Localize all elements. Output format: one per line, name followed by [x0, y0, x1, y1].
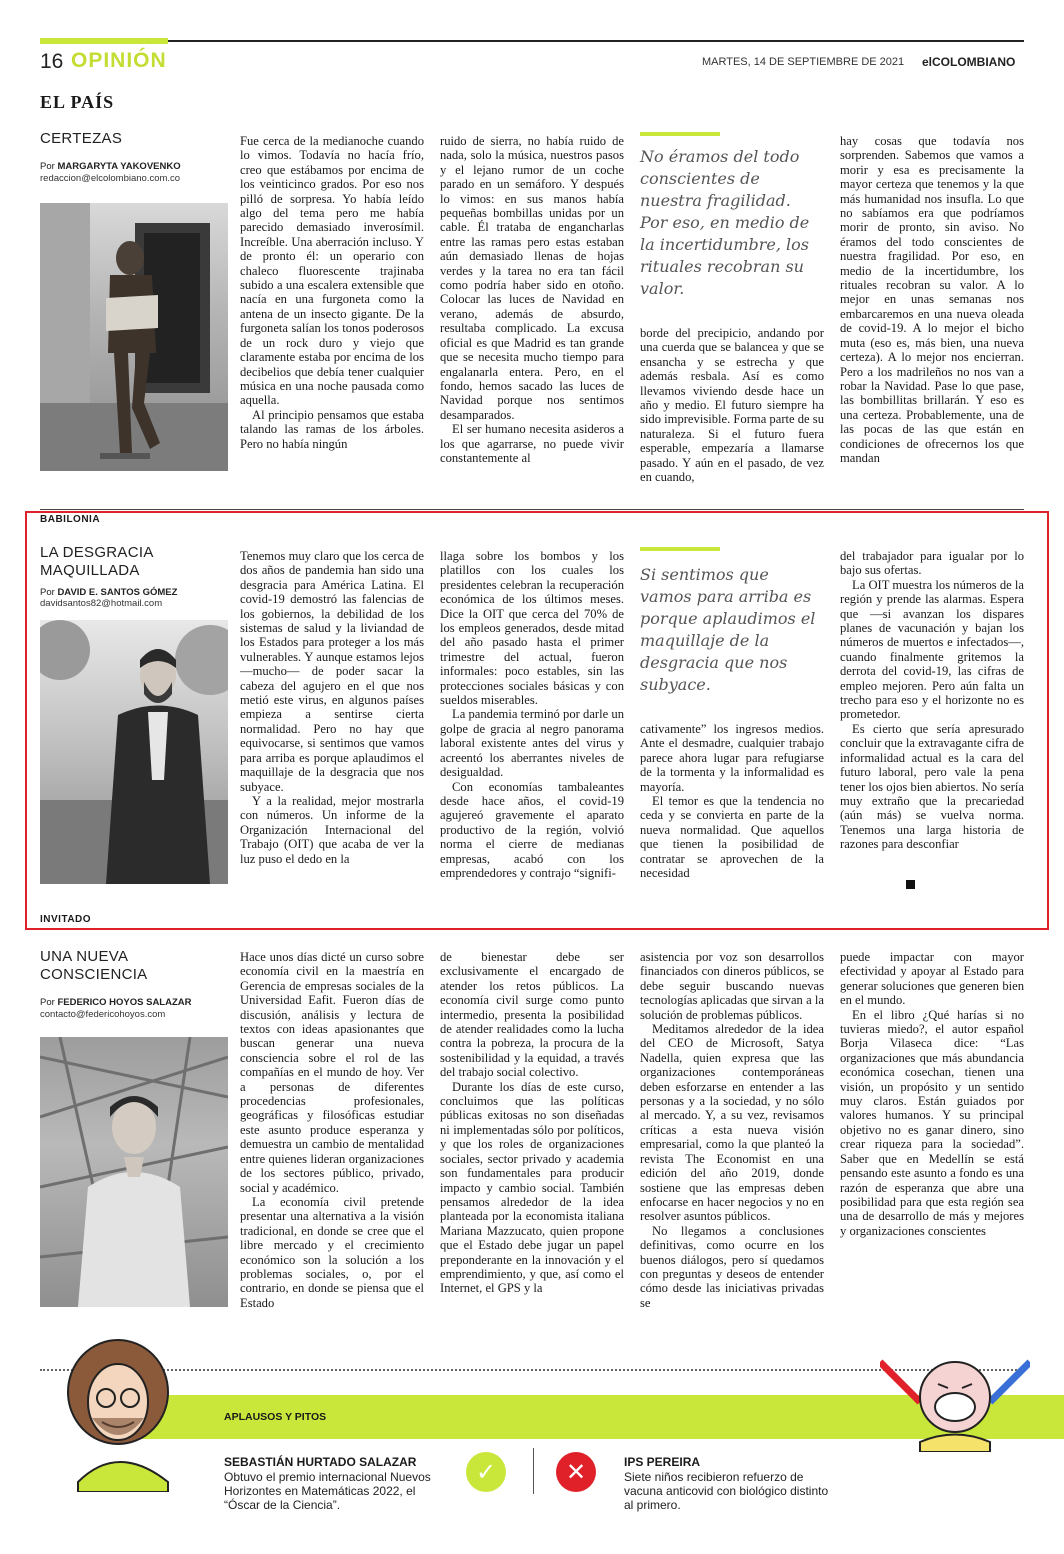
aplausos-divider: [533, 1448, 534, 1494]
section-accent-bar: [40, 38, 168, 44]
crying-child-illustration: [880, 1342, 1030, 1452]
author-photo: [40, 620, 228, 884]
author-email[interactable]: contacto@federicohoyos.com: [40, 1009, 166, 1020]
article-column-4: puede impactar con mayor efectividad y apoyar al Estado para generar soluciones que generen bien en el mundo. En el libro ¿Qué harías si no tuvieras miedo?, el autor español Borja Vilaseca dice: “Las organizaciones que más abundancia económica cosechan, tienen una visión, un propósito y un sentido muy claros. Están guiados por valores humanos. Y su principal objetivo no es ganar dinero, sino crear riqueza para la sociedad”. Saber que en Medellín se está pensando este asunto a fondo es una razón de esperanza que abre una posibilidad para que esta región sea una de desarrollo de más y mejores y organizaciones conscientes: [840, 950, 1024, 1238]
pull-quote-bar: [640, 547, 720, 551]
author-photo: [40, 1037, 228, 1307]
el-pais-logo: EL PAÍS: [40, 92, 115, 112]
article-column-1: Fue cerca de la medianoche cuando lo vimos. Todavía no hacía frío, creo que estábamos por encima de los veinticinco grados. Por eso nos pilló de sorpresa. Yo había leído algo del tema pero me había parecido demasiado inverosímil. Increíble. Una aberración incluso. Y de pronto él: un operario con chaleco fluorescente trajinaba subido a una escalera extensible que nacía en una furgoneta como la antena de un insecto gigante. De la furgoneta salían los tonos poderosos de un rock duro y viejo que claramente estaba por encima de los decibelios que debía tener cualquier música en una noche pausada como aquella. Al principio pensamos que estaba talando las ramas de los árboles. Pero no había ningún: [240, 134, 424, 451]
pull-quote: No éramos del todo conscientes de nuestra fragilidad. Por eso, en medio de la incertidumbre, los rituales recobran su valor.: [640, 147, 810, 298]
article-column-1: Hace unos días dicté un curso sobre economía civil en la maestría en Gerencia de empresas sociales de la Universidad Eafit. Fueron días de discusión, análisis y lectura de textos con ideas apasionantes que buscan generar una nueva consciencia sobre el rol de las compañías en el mundo de hoy. Ver a personas de diferentes procedencias profesionales, geográficas y filosóficas estudiar este asunto produce esperanza y demuestra un cambio de mentalidad entre quienes lideran organizaciones de los sectores público, privado, social y académico. La economía civil pretende presentar una alternativa a la visión tradicional, en donde se cree que el libre mercado y el crecimiento económico son la solución a los problemas sociales, o, por el contrario, en donde se piensa que el Estado: [240, 950, 424, 1310]
article-divider: [40, 509, 1024, 510]
article-column-4: hay cosas que todavía nos sorprenden. Sabemos que vamos a morir y esa es precisamente la mayor certeza que tenemos y la que más humanidad nos insufla. Lo que no sabíamos era que podríamos morir de pronto, sin aviso. No éramos del todo conscientes de nuestra fragilidad. Por eso, en medio de la incertidumbre, los rituales recobran su valor. A lo mejor en unas semanas nos embarcaremos en una nueva oleada de covid-19. A lo mejor el bicho muta (eso es, más bien, una nueva certeza). A lo mejor nos encierran. Pero a los madrileños no nos van a robar la Navidad. Pase lo que pase, las bombillitas brillarán. Y eso es una certeza. Probablemente, una de las pocas de las que están en condiciones de ofrecernos los que mandan: [840, 134, 1024, 465]
dotted-divider: [40, 1369, 1024, 1371]
article-column-2: ruido de sierra, no había ruido de nada, solo la música, nuestros pasos y el lejano rumor de un coche parado en un semáforo. Y después lo vimos: en sus manos había pequeñas bombillas unidas por un cable. Él trataba de engancharlas entre las ramas pero estas estaban aún demasiado llenas de hojas verdes y la tarea no era tan fácil como podría haber sido en otoño. Colocar las luces de Navidad en verano, además de absurdo, resultaba complicado. La excusa oficial es que Madrid es tan grande que se necesita mucho tiempo para engalanarla entera. Pero, en el fondo, hemos sacado las luces de Navidad porque nos sentimos desamparados. El ser humano necesita asideros a los que agarrarse, no puede vivir constantemente al: [440, 134, 624, 465]
article-column-1: Tenemos muy claro que los cerca de dos años de pandemia han sido una desgracia para América Latina. El covid-19 demostró las falencias de los gobiernos, la debilidad de los sistemas de salud y la liviandad de los Estados para proteger a los más vulnerables. Y aunque estamos lejos —mucho— de poder sacar la cabeza del agujero en el que nos metió este virus, en algunos países empieza a sentirse cierta normalidad. Pero no hay que equivocarse, si sentimos que vamos para arriba es porque aplaudimos el maquillaje de la desgracia que nos subyace. Y a la realidad, mejor mostrarla con números. Un informe de la Organización Internacional del Trabajo (OIT) que acaba de ver la luz puso el dedo en la: [240, 549, 424, 866]
author-email[interactable]: redaccion@elcolombiano.com.co: [40, 173, 181, 184]
column-kicker: BABILONIA: [40, 514, 101, 525]
applause-text: Obtuvo el premio internacional Nuevos Horizontes en Matemáticas 2022, el “Óscar de la Ciencia”.: [224, 1470, 431, 1512]
article-column-2: llaga sobre los bombos y los platillos con los cuales los presidentes celebran la recuperación económica de los últimos meses. Dice la OIT que cerca del 70% de los empleos generados, desde mitad del año pasado hasta el primer trimestre del actual, fueron informales: poco estables, sin las protecciones sociales básicas y con sueldos miserables. La pandemia terminó por darle un golpe de gracia al negro panorama laboral existente antes del virus y acreentó los aberrantes niveles de desigualdad. Con economías tambaleantes desde hace años, el covid-19 agujereó gravemente el aparato productivo de la región, volvió norma el cierre de medianas empresas, acabó con los emprendedores y contrajo “signifi-: [440, 549, 624, 880]
article-title: CERTEZAS: [40, 130, 123, 147]
article-column-4: del trabajador para igualar por lo bajo sus ofertas. La OIT muestra los números de la región y prende las alarmas. Espera que —si avanzan los dispares planes de vacunación y bajan los números de muertos e infectados—, cuando finalmente gritemos la derrota del covid-19, las cifras de empleo mejoren. Pero aún falta un trecho para eso y el horizonte no es prometedor. Es cierto que sería apresurado concluir que la extravagante cifra de informalidad actual es la cara del futuro laboral, pero vale la pena tener los ojos bien abiertos. No sería muy extraño que la precariedad (aún más) se vuelva norma. Tenemos una larga historia de razones para desconfiar: [840, 549, 1024, 852]
column-kicker: INVITADO: [40, 914, 92, 925]
whistle-text: Siete niños recibieron refuerzo de vacuna anticovid con biológico distinto al primero.: [624, 1470, 829, 1512]
pull-quote-bar: [640, 132, 720, 136]
header-rule: [168, 40, 1024, 42]
article-column-3: cativamente” los ingresos medios. Ante el desmadre, cualquier trabajo parece ahora lugar para refugiarse de la tormenta y la informalidad es mayoría. El temor es que la tendencia no ceda y se convierta en parte de la nueva normalidad. Que aquellos que tienen la posibilidad de contratar se aprovechen de la necesidad: [640, 722, 824, 881]
article-title: UNA NUEVA CONSCIENCIA: [40, 948, 148, 983]
article-column-3: asistencia por voz son desarrollos financiados con dineros públicos, se debe seguir buscando nuevas tecnologías aplicadas que sirvan a la solución de problemas públicos. Meditamos alrededor de la idea del CEO de Microsoft, Satya Nadella, quien expresa que las organizaciones contemporáneas deben esforzarse en entender a las personas y a la sociedad, y no sólo al mercado. Y, a su vez, revisamos críticas a esta nueva visión empresarial, como la que planteó la revista The Economist en una edición del año 2019, donde sostiene que las empresas deben enfocarse en hacer negocios y no en resolver asuntos públicos. No llegamos a conclusiones definitivas, como ocurre en los buenos diálogos, pero sí quedamos con preguntas y deseos de entender cómo desde las iniciativas privadas se: [640, 950, 824, 1310]
statue-photo: [40, 203, 228, 471]
byline: Por MARGARYTA YAKOVENKO: [40, 161, 181, 172]
end-of-article-mark: [906, 880, 915, 889]
byline: Por DAVID E. SANTOS GÓMEZ: [40, 587, 178, 598]
byline: Por FEDERICO HOYOS SALAZAR: [40, 997, 192, 1008]
x-icon: ✕: [556, 1452, 596, 1492]
page-number: 16: [40, 50, 64, 73]
issue-date: MARTES, 14 DE SEPTIEMBRE DE 2021: [702, 56, 905, 68]
applause-name: SEBASTIÁN HURTADO SALAZAR: [224, 1455, 417, 1469]
section-title: OPINIÓN: [71, 49, 167, 72]
aplausos-title: APLAUSOS Y PITOS: [224, 1411, 327, 1423]
article-column-3: borde del precipicio, andando por una cuerda que se balancea y que se ensancha y se estrecha y que además resbala. Así es como llevamos viviendo desde hace un año y medio. El futuro siempre ha sido imprevisible. Forma parte de su naturaleza. Si el futuro fuera esperable, empezaría a llamarse pasado. Y aún en el pasado, de vez en cuando,: [640, 326, 824, 485]
author-email[interactable]: davidsantos82@hotmail.com: [40, 598, 163, 609]
article-column-2: de bienestar debe ser exclusivamente el encargado de atender los retos públicos. La economía civil surge como punto intermedio, presenta la posibilidad de atender realidades como la lucha contra la pobreza, la procura de la sostenibilidad y la equidad, a través del trabajo social colectivo. Durante los días de este curso, concluimos que las políticas públicas exitosas no son diseñadas ni implementadas sólo por políticos, y que los roles de organizaciones sociales, sector privado y academia son fundamentales para producir impacto y cambio social. También pensamos alrededor de la idea planteada por la economista italiana Mariana Mazzucato, quien propone que el Estado debe jugar un papel preponderante en la innovación y el emprendimiento, y que, así como el Internet, el GPS y la: [440, 950, 624, 1296]
article-title: LA DESGRACIA MAQUILLADA: [40, 544, 153, 579]
caricature-illustration: [58, 1332, 178, 1492]
whistle-name: IPS PEREIRA: [624, 1455, 701, 1469]
newspaper-name: elCOLOMBIANO: [922, 55, 1016, 69]
pull-quote: Si sentimos que vamos para arriba es porque aplaudimos el maquillaje de la desgracia que nos subyace.: [640, 565, 816, 694]
check-icon: ✓: [466, 1452, 506, 1492]
